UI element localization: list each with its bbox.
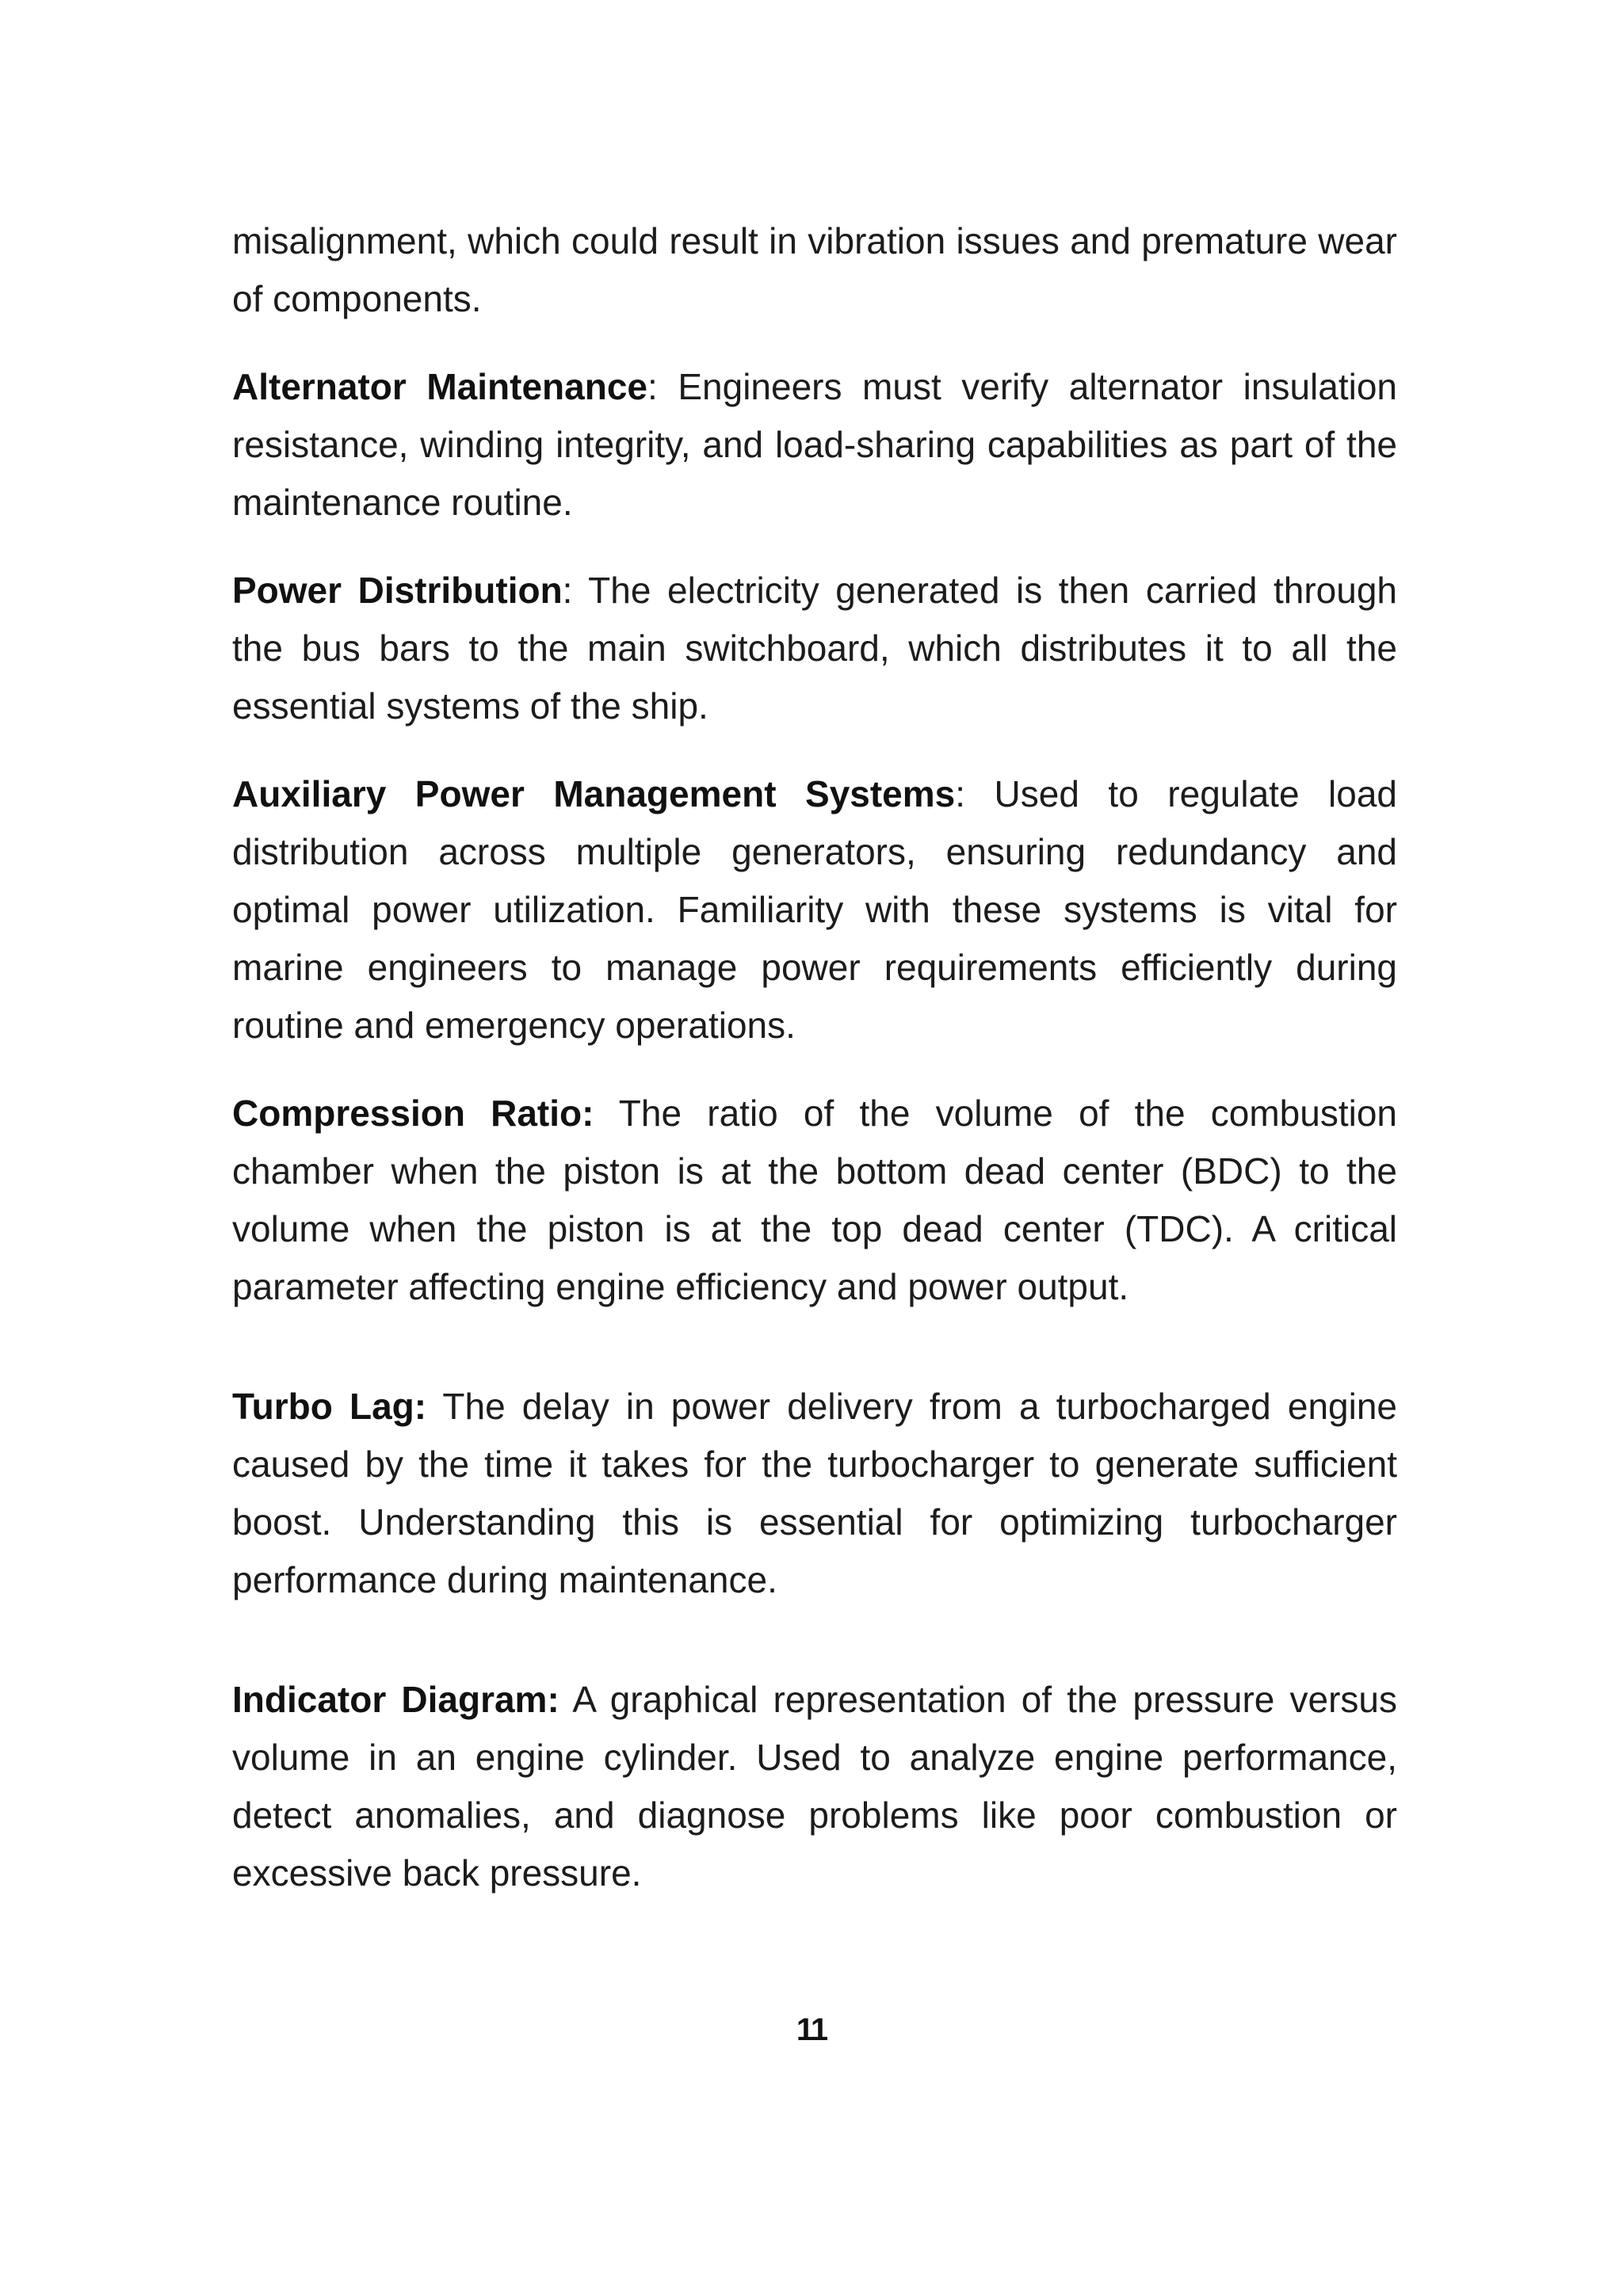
paragraph-compression-ratio	[232, 1085, 1397, 1316]
term-definition: Used to regulate load distribution across multiple generators, ensuring redundancy and optimal power utilization. Familiarity with these systems is vital for marine engineers to manage power requirements efficiently during routine and emergency operations.	[232, 773, 1397, 1046]
term-separator: :	[955, 773, 966, 814]
term-separator: :	[647, 366, 658, 407]
paragraph-alternator-maintenance	[232, 358, 1397, 532]
term-heading: Auxiliary Power Management Systems	[232, 773, 956, 814]
paragraph-intro: misalignment, which could result in vibration issues and premature wear of components.	[232, 220, 1397, 319]
term-definition: The delay in power delivery from a turbocharged engine caused by the time it takes for the turbocharger to generate sufficient boost. Understanding this is essential for optimizing turbocharger performance during maintenance.	[232, 1386, 1397, 1600]
page-number: 11	[796, 2012, 827, 2047]
term-heading: Indicator Diagram:	[232, 1679, 559, 1720]
term-definition: Engineers must verify alternator insulation resistance, winding integrity, and load-sharing capabilities as part of the maintenance routine.	[232, 366, 1397, 523]
term-heading: Alternator Maintenance	[232, 366, 647, 407]
paragraph-auxiliary-power-management	[232, 765, 1397, 1055]
page-body	[232, 212, 1397, 1902]
paragraph-turbo-lag	[232, 1378, 1397, 1609]
paragraph-power-distribution	[232, 562, 1397, 735]
paragraph-indicator-diagram	[232, 1671, 1397, 1902]
term-definition: A graphical representation of the pressure versus volume in an engine cylinder. Used to analyze engine performance, detect anomalies, and diagnose problems like poor combustion or excessive back pressure.	[232, 1679, 1397, 1894]
term-heading: Compression Ratio:	[232, 1093, 594, 1134]
term-definition: The electricity generated is then carried through the bus bars to the main switchboard, which distributes it to all the essential systems of the ship.	[232, 570, 1397, 727]
term-separator: :	[562, 570, 573, 611]
term-heading: Turbo Lag:	[232, 1386, 427, 1427]
term-heading: Power Distribution	[232, 570, 563, 611]
term-definition: The ratio of the volume of the combustion chamber when the piston is at the bottom dead center (BDC) to the volume when the piston is at the top dead center (TDC). A critical parameter affecting engine efficiency and power output.	[232, 1093, 1397, 1307]
